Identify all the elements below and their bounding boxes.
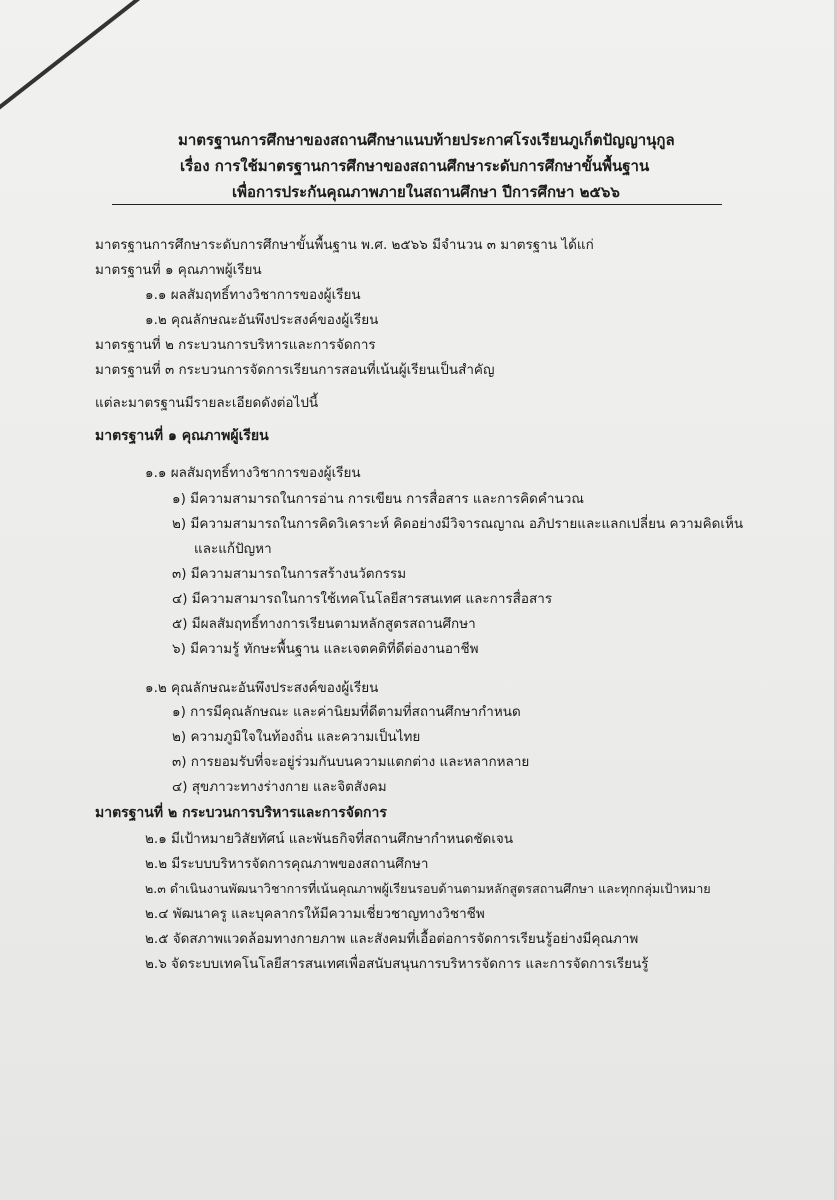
- header-line-3: เพื่อการประกันคุณภาพภายในสถานศึกษา ปีการศึกษา ๒๕๖๖: [232, 183, 620, 201]
- header-line-1: มาตรฐานการศึกษาของสถานศึกษาแนบท้ายประกาศโรงเรียนภูเก็ตปัญญานุกูล: [178, 131, 675, 149]
- section-1-title: มาตรฐานที่ ๑ คุณภาพผู้เรียน: [95, 428, 269, 444]
- intro-standard-2: มาตรฐานที่ ๒ กระบวนการบริหารและการจัดการ: [95, 337, 376, 353]
- section-1-1-item: ๒) มีความสามารถในการคิดวิเคราะห์ คิดอย่างมีวิจารณญาณ อภิปรายและแลกเปลี่ยน ความคิดเห็น: [172, 516, 744, 532]
- section-1-2-item: ๓) การยอมรับที่จะอยู่ร่วมกันบนความแตกต่าง และหลากหลาย: [172, 754, 530, 770]
- intro-standard-1-2: ๑.๒ คุณลักษณะอันพึงประสงค์ของผู้เรียน: [145, 312, 379, 328]
- section-1-2-item: ๑) การมีคุณลักษณะ และค่านิยมที่ดีตามที่สถานศึกษากำหนด: [172, 704, 521, 720]
- intro-summary: มาตรฐานการศึกษาระดับการศึกษาขั้นพื้นฐาน พ.ศ. ๒๕๖๖ มีจำนวน ๓ มาตรฐาน ได้แก่: [95, 237, 594, 253]
- section-1-1-item: ๓) มีความสามารถในการสร้างนวัตกรรม: [172, 566, 407, 582]
- section-1-1-item-continuation: และแก้ปัญหา: [194, 541, 272, 557]
- section-2-item: ๒.๓ ดำเนินงานพัฒนาวิชาการที่เน้นคุณภาพผู้เรียนรอบด้านตามหลักสูตรสถานศึกษา และทุกกลุ่มเป้าหมาย: [145, 881, 711, 896]
- scan-edge-mark: [0, 0, 140, 123]
- section-2-item: ๒.๔ พัฒนาครู และบุคลากรให้มีความเชี่ยวชาญทางวิชาชีพ: [145, 906, 485, 922]
- section-1-1-item: ๖) มีความรู้ ทักษะพื้นฐาน และเจตคติที่ดีต่องานอาชีพ: [172, 641, 479, 657]
- section-2-title: มาตรฐานที่ ๒ กระบวนการบริหารและการจัดการ: [95, 805, 387, 821]
- intro-standard-3: มาตรฐานที่ ๓ กระบวนการจัดการเรียนการสอนที่เน้นผู้เรียนเป็นสำคัญ: [95, 362, 495, 378]
- section-1-1-item: ๑) มีความสามารถในการอ่าน การเขียน การสื่อสาร และการคิดคำนวณ: [172, 491, 584, 507]
- section-1-2-item: ๔) สุขภาวะทางร่างกาย และจิตสังคม: [172, 779, 387, 795]
- intro-standard-1-1: ๑.๑ ผลสัมฤทธิ์ทางวิชาการของผู้เรียน: [145, 287, 361, 303]
- section-1-1-title: ๑.๑ ผลสัมฤทธิ์ทางวิชาการของผู้เรียน: [145, 465, 361, 481]
- header-line-2: เรื่อง การใช้มาตรฐานการศึกษาของสถานศึกษาระดับการศึกษาขั้นพื้นฐาน: [180, 157, 650, 175]
- section-1-1-item: ๔) มีความสามารถในการใช้เทคโนโลยีสารสนเทศ และการสื่อสาร: [172, 591, 553, 607]
- section-2-item: ๒.๑ มีเป้าหมายวิสัยทัศน์ และพันธกิจที่สถานศึกษากำหนดชัดเจน: [145, 831, 514, 847]
- header-underline: [112, 204, 722, 205]
- section-2-item: ๒.๖ จัดระบบเทคโนโลยีสารสนเทศเพื่อสนับสนุนการบริหารจัดการ และการจัดการเรียนรู้: [145, 956, 649, 972]
- section-1-2-item: ๒) ความภูมิใจในท้องถิ่น และความเป็นไทย: [172, 729, 421, 745]
- section-2-item: ๒.๒ มีระบบบริหารจัดการคุณภาพของสถานศึกษา: [145, 856, 429, 872]
- details-intro: แต่ละมาตรฐานมีรายละเอียดดังต่อไปนี้: [95, 395, 319, 411]
- section-1-2-title: ๑.๒ คุณลักษณะอันพึงประสงค์ของผู้เรียน: [145, 680, 379, 696]
- intro-standard-1: มาตรฐานที่ ๑ คุณภาพผู้เรียน: [95, 262, 262, 278]
- section-2-item: ๒.๕ จัดสภาพแวดล้อมทางกายภาพ และสังคมที่เอื้อต่อการจัดการเรียนรู้อย่างมีคุณภาพ: [145, 931, 639, 947]
- section-1-1-item: ๕) มีผลสัมฤทธิ์ทางการเรียนตามหลักสูตรสถานศึกษา: [172, 616, 476, 632]
